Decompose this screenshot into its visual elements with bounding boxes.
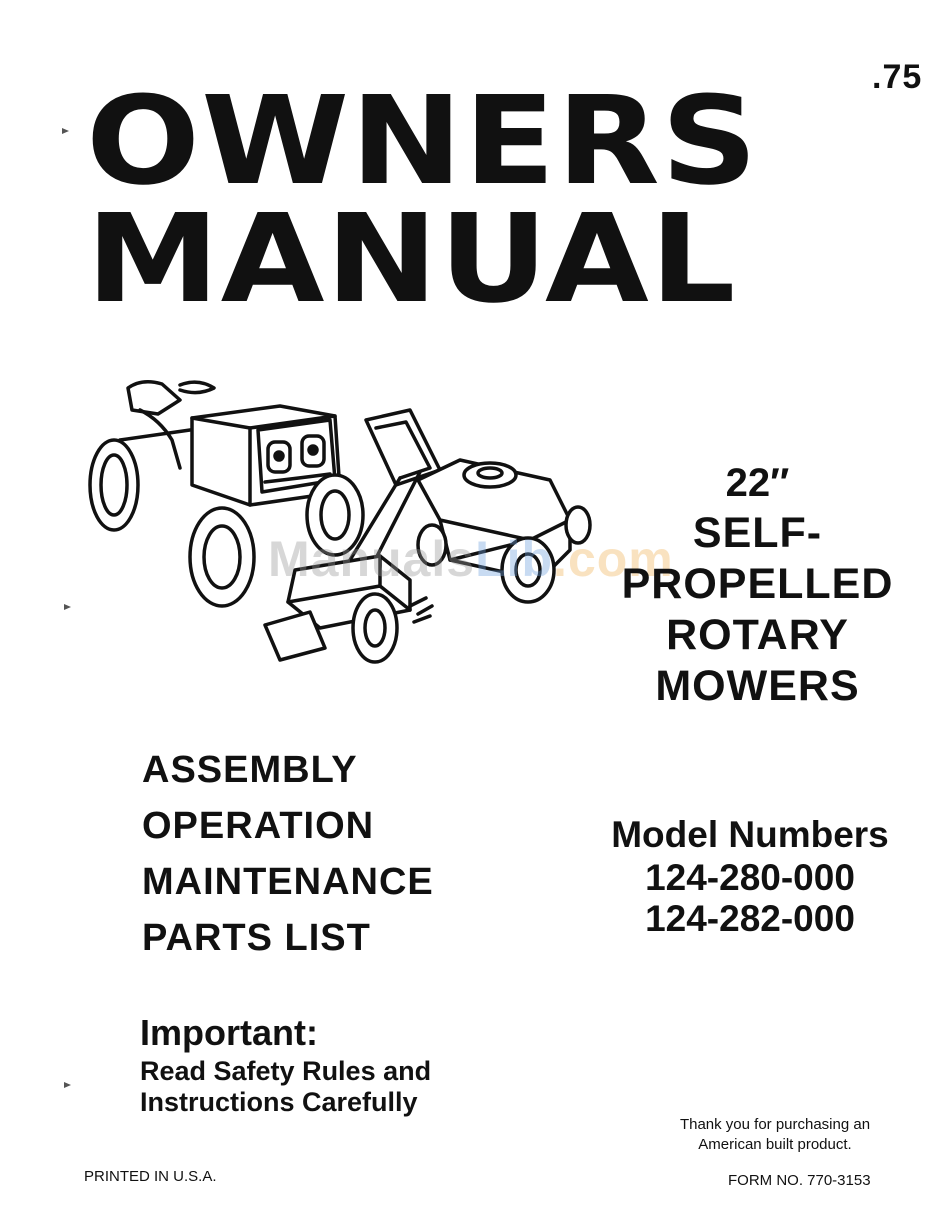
- printed-in-label: PRINTED IN U.S.A.: [84, 1168, 217, 1185]
- thank-you-line: American built product.: [698, 1136, 852, 1153]
- form-number: FORM NO. 770-3153: [728, 1172, 871, 1189]
- scan-mark: [64, 604, 71, 610]
- product-line-1: SELF-: [692, 509, 823, 557]
- important-line: Instructions Carefully: [140, 1087, 418, 1117]
- important-line: Read Safety Rules and: [140, 1056, 432, 1086]
- model-numbers-heading: Model Numbers: [611, 814, 889, 855]
- watermark-part-2: Lib: [475, 531, 554, 587]
- contents-item: PARTS LIST: [142, 917, 371, 959]
- title-line-1: OWNERS: [86, 70, 759, 212]
- model-number: 124-282-000: [645, 898, 855, 939]
- contents-item: MAINTENANCE: [142, 861, 434, 903]
- contents-item: OPERATION: [142, 805, 375, 847]
- equipment-illustration: [80, 370, 620, 670]
- model-numbers: [600, 813, 900, 939]
- product-size: 22″: [725, 461, 790, 505]
- watermark-part-1: Manuals: [268, 531, 476, 587]
- contents-item: ASSEMBLY: [142, 749, 358, 791]
- important-heading: Important:: [140, 1012, 318, 1053]
- product-description: [600, 458, 915, 712]
- important-notice: [140, 1010, 431, 1118]
- product-line-2: PROPELLED: [621, 560, 894, 608]
- product-line-3: ROTARY: [666, 611, 849, 659]
- scan-mark: [62, 128, 69, 134]
- product-line-4: MOWERS: [655, 662, 860, 710]
- thank-you-note: [655, 1115, 895, 1155]
- scan-mark: [64, 1082, 71, 1088]
- model-number: 124-280-000: [645, 857, 855, 898]
- contents-list: [142, 742, 434, 966]
- watermark-part-3: .com: [553, 531, 674, 587]
- thank-you-line: Thank you for purchasing an: [679, 1116, 871, 1133]
- title-line-2: MANUAL: [86, 188, 737, 330]
- price-label: .75: [872, 58, 923, 96]
